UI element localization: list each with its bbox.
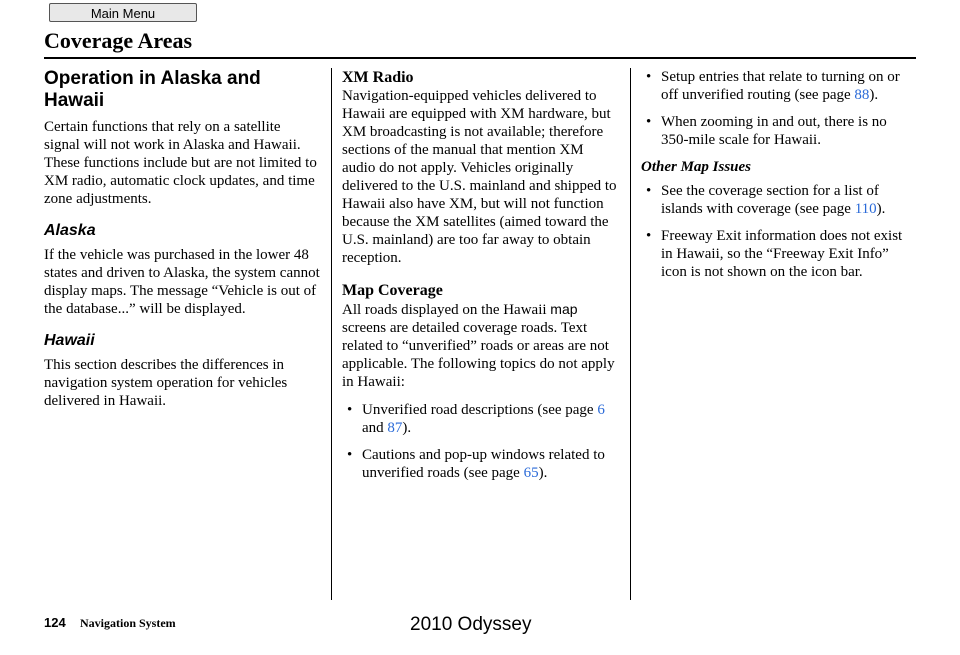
list-item <box>641 68 917 104</box>
alaska-paragraph: If the vehicle was purchased in the lower 48 states and driven to Alaska, the system cannot display maps. The message “Vehicle is out of the database...” will be displayed. <box>44 247 320 317</box>
column-divider-2 <box>630 68 631 600</box>
page-link-110[interactable]: 110 <box>854 201 877 217</box>
vehicle-watermark: 2010 Odyssey <box>410 614 532 635</box>
hawaii-paragraph: This section describes the differences in navigation system operation for vehicles delivered in Hawaii. <box>44 357 288 409</box>
main-menu-button[interactable]: Main Menu <box>49 3 197 22</box>
bullet-list-continued <box>641 68 917 149</box>
bullet-text: Unverified road descriptions (see page <box>362 402 598 418</box>
xm-paragraph: Navigation-equipped vehicles delivered to Hawaii are equipped with XM hardware, but XM broadcasting is not available; therefore sections of the manual that mention XM audio do not apply. Vehicles originally delivered to the U.S. mainland and shipped to Hawaii also have XM, but will not function because the XM satellites (aimed toward the U.S. mainland) are too far away to obtain reception. <box>342 88 617 266</box>
column-divider-1 <box>331 68 332 600</box>
list-item <box>641 227 917 281</box>
bullet-icon: • <box>646 69 652 85</box>
heading-other-map-issues: Other Map Issues <box>641 159 752 175</box>
title-rule <box>44 57 916 59</box>
intro-paragraph: Certain functions that rely on a satellite signal will not work in Alaska and Hawaii. These functions include but are not limited to XM radio, automatic clock updates, and time zone adjustments. <box>44 119 317 207</box>
page-title: Coverage Areas <box>44 28 193 53</box>
page-link-65[interactable]: 65 <box>523 465 539 481</box>
bullet-icon: • <box>646 114 652 130</box>
bullet-icon: • <box>646 228 652 244</box>
map-text-b: screens are detailed coverage roads. Text related to “unverified” roads or areas are not applicable. The following topics do not apply in Hawaii: <box>342 320 615 390</box>
bullet-text: and <box>362 420 388 436</box>
page-link-88[interactable]: 88 <box>854 87 870 103</box>
page-link-6[interactable]: 6 <box>597 402 605 418</box>
bullet-text: Cautions and pop-up windows related to unverified roads (see page <box>362 447 605 481</box>
bullet-text: Setup entries that relate to turning on or off unverified routing (see page <box>661 69 900 103</box>
bullet-icon: • <box>347 447 353 463</box>
bullet-text: ). <box>876 201 886 217</box>
list-item <box>641 182 917 218</box>
subheading-alaska: Alaska <box>44 222 96 239</box>
map-text-a: All roads displayed on the Hawaii <box>342 302 551 318</box>
bullet-text: See the coverage section for a list of islands with coverage (see page <box>661 183 879 217</box>
column-2 <box>342 68 618 491</box>
bullet-text: ). <box>869 87 879 103</box>
page-number: 124 <box>44 615 66 630</box>
heading-xm-radio: XM Radio <box>342 69 414 86</box>
bullet-text: Freeway Exit information does not exist in Hawaii, so the “Freeway Exit Info” icon is not shown on the icon bar. <box>661 228 903 280</box>
page-link-87[interactable]: 87 <box>387 420 403 436</box>
subheading-hawaii: Hawaii <box>44 332 95 349</box>
bullet-text: When zooming in and out, there is no 350-mile scale for Hawaii. <box>661 114 887 148</box>
list-item <box>641 113 917 149</box>
bullet-icon: • <box>347 402 353 418</box>
bullet-icon: • <box>646 183 652 199</box>
bullet-text: ). <box>402 420 412 436</box>
column-3 <box>641 68 917 290</box>
heading-map-coverage: Map Coverage <box>342 282 443 299</box>
map-coverage-paragraph <box>342 300 618 391</box>
list-item <box>342 401 618 437</box>
bullet-list-other <box>641 182 917 281</box>
section-heading-alaska-hawaii: Operation in Alaska and Hawaii <box>44 68 261 111</box>
column-1 <box>44 68 320 420</box>
map-text-word: map <box>550 301 578 317</box>
bullet-list-topics <box>342 401 618 482</box>
list-item <box>342 446 618 482</box>
footer-section-title: Navigation System <box>80 616 176 630</box>
bullet-text: ). <box>538 465 548 481</box>
